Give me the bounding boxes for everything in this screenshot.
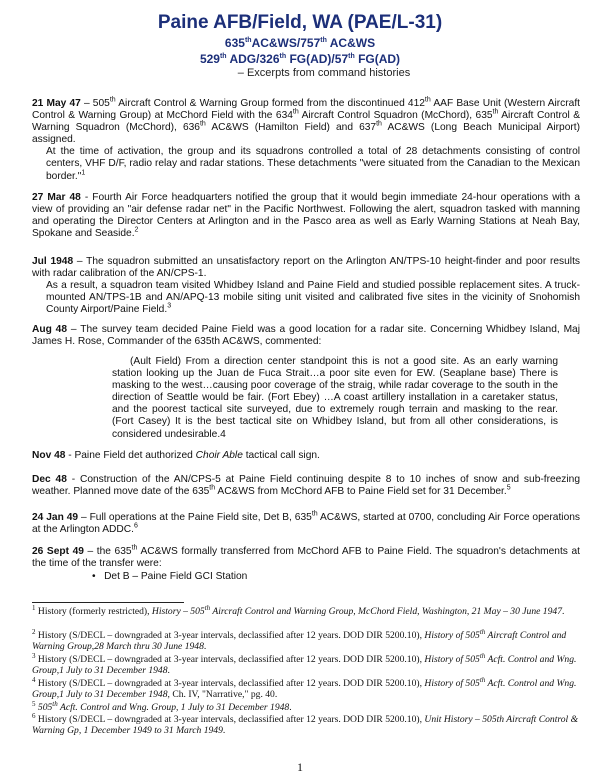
- entry-jul-1948: Jul 1948 – The squadron submitted an unsatisfactory report on the Arlington AN/TPS-10 height-finder and poor results with radar calibration of the AN/CPS-1. As a result, a squadron team visited Whidbey Island and Paine Field and studied possible replacement sites. A truck-mounted AN/TPS-1B and AN/APQ-13 mobile siting unit visited and calibrated five sites in the vicinity of Snohomish County Airport/Paine Field.$^3$: [32, 256, 580, 316]
- entry-21-may-47: 21 May 47 – 505th Aircraft Control & Warning Group formed from the discontinued 412th AAF Base Unit (Western Aircraft Control & Warning Group) at McChord Field with the 634th Aircraft Control Squadron (McChord), 635th Aircraft Control & Warning Squadron (McChord), 636th AC&WS (Hamilton Field) and 637th AC&WS (Long Beach Municipal Airport) assigned. At the time of activation, the group and its squadrons controlled a total of 28 detachments consisting of control centers, VHF D/F, radio relay and radar stations. These detachments "were situated from the Canadian to the Mexican border."$^1$: [32, 96, 581, 182]
- list-item-label: Det B – Paine Field GCI Station: [104, 571, 248, 582]
- subtitle-units-2: 529th ADG/326th FG(AD)/57th FG(AD): [199, 52, 401, 66]
- entry-date: 21 May 47: [32, 98, 81, 109]
- entry-date: Aug 48: [32, 324, 68, 335]
- rose-quote: (Ault Field) From a direction center standpoint this is not a good site. As an early warning station looking up the Juan de Fuca Strait…a poor site even for EW. (Seaplane base) There is masking to the west…causing poor coverage of the straig, while radar coverage to the south in the direction of Seattle would be fair. (Fort Ebey) …A coast artillery installation in a caretaker status, and the poorest tactical site surveyed, due to extremely rough terrain and masking to the rear. (Fort Casey) It is the best tactical site on Whidbey Island, but from all other considerations, is considered undesirable.4: [112, 356, 558, 440]
- entry-date: Dec 48: [32, 474, 67, 485]
- entry-24-jan-49: 24 Jan 49 – Full operations at the Paine Field site, Det B, 635th AC&WS, started at 0700, concluding Air Force operations at the Arlington ADDC.$^6$: [32, 510, 580, 536]
- bullet-icon: •: [92, 571, 96, 582]
- entry-date: Jul 1948: [32, 256, 74, 267]
- footnote-3: $^3$ History (S/DECL – downgraded at 3-year intervals, declassified after 12 years. DOD DIR 5200.10), History of 505th Acft. Control and Wng. Group,1 July to 31 December 1948.: [32, 651, 577, 676]
- subtitle-excerpts: – Excerpts from command histories: [237, 67, 411, 79]
- entry-date: 24 Jan 49: [32, 512, 79, 523]
- footnote-2: $^2$ History (S/DECL – downgraded at 3-year intervals, declassified after 12 years. DOD DIR 5200.10), History of 505th Aircraft Control and Warning Group,28 March thru 30 June 1948.: [32, 627, 567, 652]
- page-title: Paine AFB/Field, WA (PAE/L-31): [157, 12, 443, 33]
- entry-27-mar-48: 27 Mar 48 - Fourth Air Force headquarters notified the group that it would begin immediate 24-hour operations with a view of providing an "air defense radar net" in the Pacific Northwest. Following the alert, squadron tasked with manning and operating the Director Centers at Arlington and in the Pasco area as well as Early Warning Stations at Neah Bay, Spokane and Seaside.$^2$: [32, 192, 580, 240]
- entry-dec-48: Dec 48 - Construction of the AN/CPS-5 at Paine Field continuing despite 8 to 10 inches of snow and sub-freezing weather. Planned move date of the 635th AC&WS from McChord AFB to Paine Field set for 31 December.$^5$: [32, 474, 580, 498]
- footnote-4: $^4$ History (S/DECL – downgraded at 3-year intervals, declassified after 12 years. DOD DIR 5200.10), History of 505th Acft. Control and Wng. Group,1 July to 31 December 1948, Ch. IV, "Narrative," pg. 40.: [32, 675, 577, 700]
- entry-26-sept-49: 26 Sept 49 – the 635th AC&WS formally transferred from McChord AFB to Paine Field. The squadron's detachments at the time of the transfer were:: [32, 544, 580, 570]
- entry-date: 26 Sept 49: [32, 546, 84, 557]
- entry-nov-48: Nov 48 - Paine Field det authorized Choir Able tactical call sign.: [32, 450, 320, 461]
- entry-aug-48: Aug 48 – The survey team decided Paine Field was a good location for a radar site. Concerning Whidbey Island, Maj James H. Rose, Commander of the 635th AC&WS, commented:: [32, 324, 580, 348]
- footnote-6: $^6$ History (S/DECL – downgraded at 3-year intervals, declassified after 12 years. DOD DIR 5200.10), Unit History – 505th Aircraft Control & Warning Gp, 1 December 1949 to 31 March 1949.: [32, 711, 579, 736]
- entry-date: Nov 48: [32, 450, 66, 461]
- footnote-divider: [32, 602, 184, 603]
- subtitle-units-1: 635thAC&WS/757th AC&WS: [224, 36, 376, 50]
- page-number: 1: [297, 760, 303, 774]
- entry-date: 27 Mar 48: [32, 192, 81, 203]
- list-item: [92, 571, 247, 582]
- footnote-1: $^1$ History (formerly restricted), History – 505th Aircraft Control and Warning Group, McChord Field, Washington, 21 May – 30 June 1947.: [32, 603, 565, 617]
- footnote-5: $^5$ 505th Acft. Control and Wng. Group, 1 July to 31 December 1948.: [32, 699, 292, 713]
